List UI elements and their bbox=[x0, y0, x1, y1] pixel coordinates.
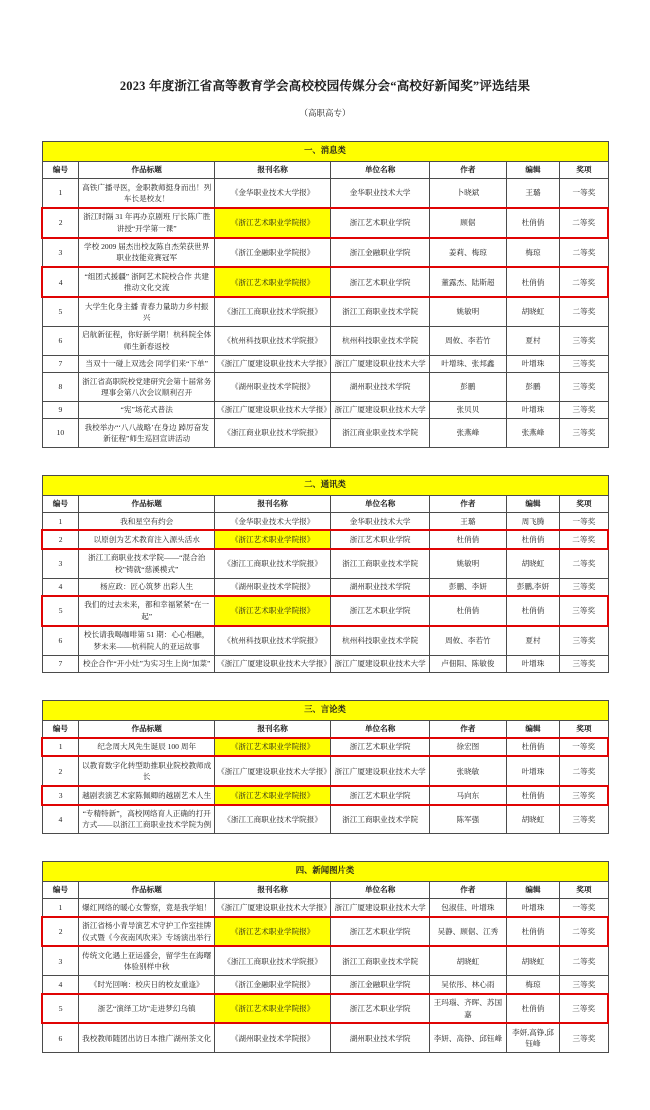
cell-unit: 浙江广厦建设职业技术大学 bbox=[331, 899, 430, 917]
cell-editor: 杜俏俏 bbox=[506, 738, 560, 756]
cell-unit: 浙江工商职业技术学院 bbox=[331, 946, 430, 975]
cell-unit: 浙江金融职业学院 bbox=[331, 976, 430, 994]
cell-number: 4 bbox=[42, 267, 79, 297]
cell-unit: 金华职业技术大学 bbox=[331, 513, 430, 531]
cell-number: 6 bbox=[42, 326, 79, 355]
column-header: 单位名称 bbox=[331, 881, 430, 898]
cell-title: 传统文化遇上亚运盛会，留学生在海曙体验别样中秋 bbox=[79, 946, 215, 975]
cell-author: 彭鹏、李妍 bbox=[430, 578, 506, 596]
cell-author: 马向东 bbox=[430, 786, 506, 804]
cell-unit: 杭州科技职业技术学院 bbox=[331, 626, 430, 655]
cell-number: 1 bbox=[42, 738, 79, 756]
cell-number: 5 bbox=[42, 297, 79, 326]
cell-publication: 《杭州科技职业技术学院报》 bbox=[215, 626, 331, 655]
table-row-red-marked bbox=[42, 208, 608, 238]
column-header: 单位名称 bbox=[331, 720, 430, 738]
page-title: 2023 年度浙江省高等教育学会高校校园传媒分会“高校好新闻奖”评选结果 bbox=[119, 79, 531, 93]
cell-publication: 《浙江广厦建设职业技术大学报》 bbox=[215, 756, 331, 786]
cell-number: 2 bbox=[42, 756, 79, 786]
cell-number: 10 bbox=[42, 419, 79, 448]
cell-title: 浙江时隔 31 年再办京剧班 厅长陈广胜讲授“开学第一课” bbox=[79, 208, 215, 238]
cell-title: “宪”场花式普法 bbox=[79, 401, 215, 418]
cell-unit: 浙江艺术职业学院 bbox=[331, 208, 430, 238]
cell-unit: 湖州职业技术学院 bbox=[331, 1023, 430, 1052]
cell-award: 三等奖 bbox=[560, 786, 608, 804]
cell-unit: 浙江广厦建设职业技术大学 bbox=[331, 655, 430, 672]
cell-author: 张燕峰 bbox=[430, 419, 506, 448]
table-row bbox=[42, 1023, 608, 1052]
cell-publication: 《浙江工商职业技术学院报》 bbox=[215, 549, 331, 578]
cell-author: 王璐 bbox=[430, 513, 506, 531]
cell-unit: 浙江广厦建设职业技术大学 bbox=[331, 756, 430, 786]
cell-unit: 浙江艺术职业学院 bbox=[331, 267, 430, 297]
cell-number: 5 bbox=[42, 596, 79, 626]
cell-award: 三等奖 bbox=[560, 326, 608, 355]
table-row bbox=[42, 976, 608, 994]
cell-editor: 杜俏俏 bbox=[506, 596, 560, 626]
cell-publication: 《浙江艺术职业学院报》 bbox=[215, 738, 331, 756]
cell-number: 1 bbox=[42, 513, 79, 531]
cell-editor: 叶增珠 bbox=[506, 655, 560, 672]
cell-award: 三等奖 bbox=[560, 578, 608, 596]
cell-publication: 《浙江金融职业学院报》 bbox=[215, 238, 331, 268]
column-header: 作者 bbox=[430, 495, 506, 512]
column-header: 编号 bbox=[42, 495, 79, 512]
cell-publication: 《湖州职业技术学院报》 bbox=[215, 578, 331, 596]
cell-editor: 杜俏俏 bbox=[506, 530, 560, 548]
cell-publication: 《浙江工商职业技术学院报》 bbox=[215, 805, 331, 834]
cell-award: 二等奖 bbox=[560, 946, 608, 975]
cell-author: 姚敏明 bbox=[430, 549, 506, 578]
cell-author: 卜晓斌 bbox=[430, 179, 506, 208]
cell-author: 彭鹏 bbox=[430, 373, 506, 402]
cell-unit: 浙江广厦建设职业技术大学 bbox=[331, 355, 430, 372]
award-table bbox=[41, 700, 609, 834]
cell-number: 2 bbox=[42, 917, 79, 947]
cell-award: 三等奖 bbox=[560, 805, 608, 834]
cell-title: 以教育数字化转型助推职业院校教师成长 bbox=[79, 756, 215, 786]
cell-editor: 彭鹏 bbox=[506, 373, 560, 402]
column-header: 报刊名称 bbox=[215, 161, 331, 178]
cell-publication: 《浙江广厦建设职业技术大学报》 bbox=[215, 355, 331, 372]
cell-title: 我校教师随团出访日本推广湖州茶文化 bbox=[79, 1023, 215, 1052]
table-row-red-marked bbox=[42, 917, 608, 947]
cell-publication: 《浙江艺术职业学院报》 bbox=[215, 917, 331, 947]
cell-unit: 浙江艺术职业学院 bbox=[331, 917, 430, 947]
table-row bbox=[42, 373, 608, 402]
section-header-row bbox=[42, 142, 608, 162]
column-header: 作者 bbox=[430, 881, 506, 898]
cell-author: 张晓敏 bbox=[430, 756, 506, 786]
cell-editor: 杜俏俏 bbox=[506, 786, 560, 804]
cell-number: 1 bbox=[42, 899, 79, 917]
cell-editor: 胡晓虹 bbox=[506, 549, 560, 578]
column-header-row bbox=[42, 495, 608, 512]
column-header: 作者 bbox=[430, 161, 506, 178]
cell-award: 二等奖 bbox=[560, 549, 608, 578]
column-header: 作者 bbox=[430, 720, 506, 738]
column-header-row bbox=[42, 161, 608, 178]
cell-editor: 周飞腾 bbox=[506, 513, 560, 531]
column-header-row bbox=[42, 720, 608, 738]
column-header: 编号 bbox=[42, 720, 79, 738]
section-title: 一、消息类 bbox=[42, 142, 608, 162]
cell-number: 5 bbox=[42, 994, 79, 1024]
table-row bbox=[42, 513, 608, 531]
cell-publication: 《浙江艺术职业学院报》 bbox=[215, 267, 331, 297]
column-header: 奖项 bbox=[560, 720, 608, 738]
cell-title: 纪念周大风先生诞辰 100 周年 bbox=[79, 738, 215, 756]
cell-title: 爆红网络的暖心女警察，竟是我学姐！ bbox=[79, 899, 215, 917]
cell-author: 董露杰、陆斯超 bbox=[430, 267, 506, 297]
column-header: 单位名称 bbox=[331, 495, 430, 512]
section-header-row bbox=[42, 476, 608, 496]
table-row-red-marked bbox=[42, 530, 608, 548]
cell-award: 三等奖 bbox=[560, 976, 608, 994]
cell-award: 二等奖 bbox=[560, 238, 608, 268]
table-row bbox=[42, 419, 608, 448]
cell-number: 2 bbox=[42, 530, 79, 548]
cell-unit: 浙江艺术职业学院 bbox=[331, 530, 430, 548]
table-row-red-marked bbox=[42, 596, 608, 626]
cell-title: 学校 2009 届杰出校友陈自杰荣获世界职业技能竞赛冠军 bbox=[79, 238, 215, 268]
column-header: 单位名称 bbox=[331, 161, 430, 178]
cell-title: 浙江省高职院校党建研究会第十届常务理事会第八次会议顺利召开 bbox=[79, 373, 215, 402]
cell-author: 王玛瑙、齐晖、苏国嘉 bbox=[430, 994, 506, 1024]
cell-title: 越剧表演艺术家陈佩卿的越剧艺术人生 bbox=[79, 786, 215, 804]
cell-publication: 《浙江艺术职业学院报》 bbox=[215, 530, 331, 548]
cell-title: 浙艺“演绎工坊”走进梦幻乌镇 bbox=[79, 994, 215, 1024]
cell-editor: 杜俏俏 bbox=[506, 994, 560, 1024]
column-header: 奖项 bbox=[560, 161, 608, 178]
column-header: 奖项 bbox=[560, 881, 608, 898]
cell-editor: 胡晓虹 bbox=[506, 946, 560, 975]
cell-award: 三等奖 bbox=[560, 373, 608, 402]
column-header: 奖项 bbox=[560, 495, 608, 512]
cell-number: 3 bbox=[42, 238, 79, 268]
cell-publication: 《湖州职业技术学院报》 bbox=[215, 1023, 331, 1052]
cell-unit: 浙江广厦建设职业技术大学 bbox=[331, 401, 430, 418]
column-header: 作品标题 bbox=[79, 720, 215, 738]
cell-editor: 王璐 bbox=[506, 179, 560, 208]
cell-unit: 浙江工商职业技术学院 bbox=[331, 805, 430, 834]
cell-publication: 《浙江广厦建设职业技术大学报》 bbox=[215, 401, 331, 418]
cell-publication: 《浙江工商职业技术学院报》 bbox=[215, 297, 331, 326]
table-row bbox=[42, 899, 608, 917]
cell-title: 我和星空有约会 bbox=[79, 513, 215, 531]
section-title: 三、言论类 bbox=[42, 700, 608, 720]
cell-number: 2 bbox=[42, 208, 79, 238]
table-row bbox=[42, 549, 608, 578]
cell-award: 三等奖 bbox=[560, 401, 608, 418]
table-row-red-marked bbox=[42, 738, 608, 756]
cell-publication: 《浙江金融职业学院报》 bbox=[215, 976, 331, 994]
cell-title: 校企合作“开小灶”为实习生上岗“加菜” bbox=[79, 655, 215, 672]
cell-unit: 浙江艺术职业学院 bbox=[331, 994, 430, 1024]
cell-title: 杨应政：匠心筑梦 出彩人生 bbox=[79, 578, 215, 596]
cell-author: 顾倨 bbox=[430, 208, 506, 238]
cell-unit: 浙江艺术职业学院 bbox=[331, 738, 430, 756]
cell-author: 徐宏图 bbox=[430, 738, 506, 756]
cell-title: 高铁广播寻医，金职教师挺身而出！列车长是校友！ bbox=[79, 179, 215, 208]
cell-publication: 《湖州职业技术学院报》 bbox=[215, 373, 331, 402]
cell-author: 杜俏俏 bbox=[430, 596, 506, 626]
column-header: 作品标题 bbox=[79, 881, 215, 898]
column-header: 编辑 bbox=[506, 161, 560, 178]
cell-editor: 杜俏俏 bbox=[506, 208, 560, 238]
cell-number: 4 bbox=[42, 976, 79, 994]
cell-unit: 浙江艺术职业学院 bbox=[331, 786, 430, 804]
cell-award: 二等奖 bbox=[560, 530, 608, 548]
table-row bbox=[42, 179, 608, 208]
cell-number: 9 bbox=[42, 401, 79, 418]
column-header: 编号 bbox=[42, 161, 79, 178]
cell-title: 浙江省杨小青导演艺术守护工作室挂牌仪式暨《今夜南风吹来》专场演出举行 bbox=[79, 917, 215, 947]
cell-title: “专精特新”，高校网络育人正确的打开方式——以浙江工商职业技术学院为例 bbox=[79, 805, 215, 834]
cell-editor: 胡晓虹 bbox=[506, 805, 560, 834]
cell-number: 3 bbox=[42, 946, 79, 975]
cell-publication: 《浙江工商职业技术学院报》 bbox=[215, 946, 331, 975]
cell-author: 杜俏俏 bbox=[430, 530, 506, 548]
cell-award: 二等奖 bbox=[560, 297, 608, 326]
cell-number: 4 bbox=[42, 578, 79, 596]
cell-number: 7 bbox=[42, 355, 79, 372]
cell-number: 6 bbox=[42, 626, 79, 655]
cell-publication: 《浙江艺术职业学院报》 bbox=[215, 596, 331, 626]
cell-award: 二等奖 bbox=[560, 756, 608, 786]
award-tables-container bbox=[41, 141, 609, 1053]
cell-award: 三等奖 bbox=[560, 596, 608, 626]
cell-number: 1 bbox=[42, 179, 79, 208]
table-row bbox=[42, 805, 608, 834]
cell-award: 三等奖 bbox=[560, 626, 608, 655]
cell-award: 三等奖 bbox=[560, 994, 608, 1024]
column-header: 作品标题 bbox=[79, 161, 215, 178]
cell-editor: 夏村 bbox=[506, 326, 560, 355]
cell-number: 3 bbox=[42, 549, 79, 578]
section-header-row bbox=[42, 700, 608, 720]
table-row bbox=[42, 946, 608, 975]
cell-author: 姚敏明 bbox=[430, 297, 506, 326]
cell-title: “组团式援疆” 浙阿艺术院校合作 共建推动文化交流 bbox=[79, 267, 215, 297]
cell-unit: 浙江工商职业技术学院 bbox=[331, 297, 430, 326]
cell-editor: 彭鹏,李妍 bbox=[506, 578, 560, 596]
table-row bbox=[42, 238, 608, 268]
cell-publication: 《浙江广厦建设职业技术大学报》 bbox=[215, 899, 331, 917]
cell-editor: 夏村 bbox=[506, 626, 560, 655]
cell-editor: 杜俏俏 bbox=[506, 917, 560, 947]
table-row bbox=[42, 297, 608, 326]
cell-publication: 《浙江艺术职业学院报》 bbox=[215, 786, 331, 804]
table-row bbox=[42, 355, 608, 372]
cell-author: 吴静、顾倨、江秀 bbox=[430, 917, 506, 947]
cell-author: 陈军强 bbox=[430, 805, 506, 834]
cell-award: 三等奖 bbox=[560, 419, 608, 448]
cell-editor: 张燕峰 bbox=[506, 419, 560, 448]
table-row bbox=[42, 401, 608, 418]
cell-editor: 杜俏俏 bbox=[506, 267, 560, 297]
cell-award: 一等奖 bbox=[560, 899, 608, 917]
cell-author: 周攸、李若竹 bbox=[430, 626, 506, 655]
cell-unit: 杭州科技职业技术学院 bbox=[331, 326, 430, 355]
table-row bbox=[42, 626, 608, 655]
table-row-red-marked bbox=[42, 786, 608, 804]
cell-award: 二等奖 bbox=[560, 267, 608, 297]
section-title: 四、新闻图片类 bbox=[42, 862, 608, 882]
cell-number: 6 bbox=[42, 1023, 79, 1052]
cell-author: 周攸、李若竹 bbox=[430, 326, 506, 355]
cell-publication: 《浙江广厦建设职业技术大学报》 bbox=[215, 655, 331, 672]
cell-editor: 叶增珠 bbox=[506, 355, 560, 372]
award-table bbox=[41, 475, 609, 673]
column-header: 报刊名称 bbox=[215, 495, 331, 512]
cell-award: 三等奖 bbox=[560, 655, 608, 672]
cell-award: 一等奖 bbox=[560, 179, 608, 208]
table-row bbox=[42, 578, 608, 596]
section-header-row bbox=[42, 862, 608, 882]
cell-title: 我们的过去未来，都和幸福紧紧“在一起” bbox=[79, 596, 215, 626]
award-table bbox=[41, 861, 609, 1053]
cell-number: 7 bbox=[42, 655, 79, 672]
cell-editor: 梅琼 bbox=[506, 238, 560, 268]
cell-publication: 《金华职业技术大学报》 bbox=[215, 179, 331, 208]
cell-number: 4 bbox=[42, 805, 79, 834]
cell-award: 一等奖 bbox=[560, 513, 608, 531]
table-row bbox=[42, 326, 608, 355]
column-header: 作品标题 bbox=[79, 495, 215, 512]
cell-unit: 浙江金融职业学院 bbox=[331, 238, 430, 268]
cell-title: 以原创为艺术教育注入源头活水 bbox=[79, 530, 215, 548]
cell-author: 李妍、高铮、邱钰峰 bbox=[430, 1023, 506, 1052]
cell-publication: 《浙江商业职业技术学院报》 bbox=[215, 419, 331, 448]
cell-unit: 浙江商业职业技术学院 bbox=[331, 419, 430, 448]
cell-author: 张贝贝 bbox=[430, 401, 506, 418]
cell-publication: 《杭州科技职业技术学院报》 bbox=[215, 326, 331, 355]
cell-unit: 浙江工商职业技术学院 bbox=[331, 549, 430, 578]
cell-title: 校长请我喝咖啡第 51 期：心心相融，梦未来——杭科院人的亚运故事 bbox=[79, 626, 215, 655]
cell-number: 3 bbox=[42, 786, 79, 804]
cell-award: 二等奖 bbox=[560, 917, 608, 947]
cell-unit: 湖州职业技术学院 bbox=[331, 373, 430, 402]
cell-editor: 叶增珠 bbox=[506, 756, 560, 786]
column-header: 编号 bbox=[42, 881, 79, 898]
cell-title: 浙江工商职业技术学院——“混合治校”铸就“慈溪模式” bbox=[79, 549, 215, 578]
column-header: 编辑 bbox=[506, 881, 560, 898]
cell-unit: 金华职业技术大学 bbox=[331, 179, 430, 208]
column-header: 报刊名称 bbox=[215, 720, 331, 738]
cell-author: 包淑佳、叶增珠 bbox=[430, 899, 506, 917]
cell-author: 吴依彤、林心雨 bbox=[430, 976, 506, 994]
cell-number: 8 bbox=[42, 373, 79, 402]
cell-publication: 《金华职业技术大学报》 bbox=[215, 513, 331, 531]
cell-author: 姜莉、梅琼 bbox=[430, 238, 506, 268]
cell-title: 启航新征程，你好新学期！杭科院全体师生新春返校 bbox=[79, 326, 215, 355]
table-row-red-marked bbox=[42, 994, 608, 1024]
cell-author: 叶增珠、张邦鑫 bbox=[430, 355, 506, 372]
table-row bbox=[42, 655, 608, 672]
cell-author: 胡晓虹 bbox=[430, 946, 506, 975]
table-row bbox=[42, 756, 608, 786]
page-subtitle: （高职高专） bbox=[299, 108, 351, 118]
column-header: 编辑 bbox=[506, 720, 560, 738]
cell-editor: 胡晓虹 bbox=[506, 297, 560, 326]
column-header: 报刊名称 bbox=[215, 881, 331, 898]
cell-publication: 《浙江艺术职业学院报》 bbox=[215, 994, 331, 1024]
column-header: 编辑 bbox=[506, 495, 560, 512]
table-row-red-marked bbox=[42, 267, 608, 297]
cell-unit: 湖州职业技术学院 bbox=[331, 578, 430, 596]
cell-editor: 李妍,高铮,邱钰峰 bbox=[506, 1023, 560, 1052]
cell-title: 大学生化身主播 青春力量助力乡村振兴 bbox=[79, 297, 215, 326]
cell-award: 三等奖 bbox=[560, 1023, 608, 1052]
cell-award: 二等奖 bbox=[560, 208, 608, 238]
cell-title: 当双十一碰上双选会 同学们来“下单” bbox=[79, 355, 215, 372]
cell-award: 一等奖 bbox=[560, 738, 608, 756]
cell-unit: 浙江艺术职业学院 bbox=[331, 596, 430, 626]
cell-award: 三等奖 bbox=[560, 355, 608, 372]
cell-publication: 《浙江艺术职业学院报》 bbox=[215, 208, 331, 238]
column-header-row bbox=[42, 881, 608, 898]
cell-editor: 梅琼 bbox=[506, 976, 560, 994]
award-table bbox=[41, 141, 609, 448]
cell-title: 我校举办“‘八八战略’在身边 踔厉奋发新征程”师生巡回宣讲活动 bbox=[79, 419, 215, 448]
cell-editor: 叶增珠 bbox=[506, 401, 560, 418]
section-title: 二、通讯类 bbox=[42, 476, 608, 496]
cell-editor: 叶增珠 bbox=[506, 899, 560, 917]
cell-author: 卢佃阳、陈敏俊 bbox=[430, 655, 506, 672]
cell-title: 《时光回响：校庆日的校友重逢》 bbox=[79, 976, 215, 994]
